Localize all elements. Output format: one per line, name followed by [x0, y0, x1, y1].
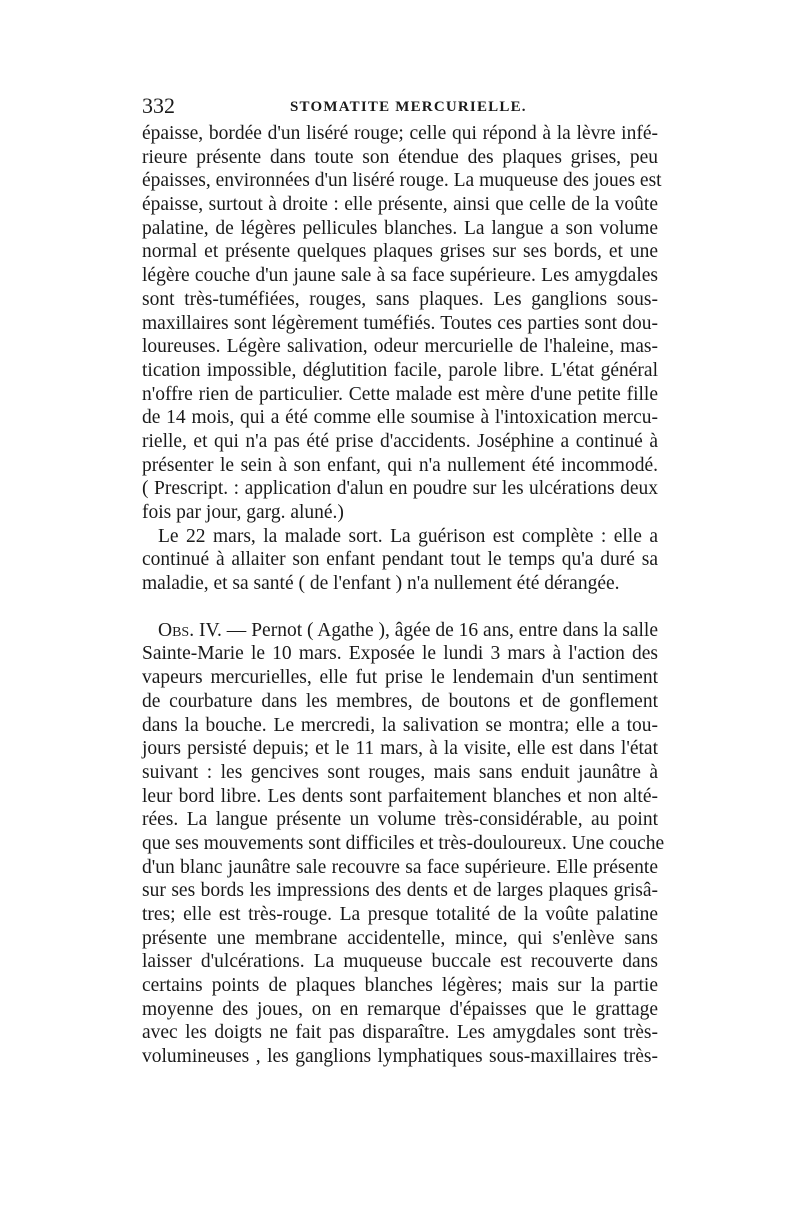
text-line: continué à allaiter son enfant pendant tout le temps qu'a duré sa — [142, 549, 658, 571]
text-line: maxillaires sont légèrement tuméfiés. Toutes ces parties sont dou- — [142, 312, 658, 334]
text-line: Sainte-Marie le 10 mars. Exposée le lundi 3 mars à l'action des — [142, 643, 658, 665]
text-line: rielle, et qui n'a pas été prise d'accidents. Joséphine a continué à — [142, 430, 658, 452]
text-line: épaisse, bordée d'un liséré rouge; celle qui répond à la lèvre infé- — [142, 123, 658, 144]
text-line: normal et présente quelques plaques grises sur ses bords, et une — [142, 241, 658, 263]
text-line: rieure présente dans toute son étendue des plaques grises, peu — [142, 146, 658, 168]
text-line: tication impossible, déglutition facile, parole libre. L'état général — [142, 359, 658, 381]
text-line: légère couche d'un jaune sale à sa face supérieure. Les amygdales — [142, 265, 658, 287]
text-line: rées. La langue présente un volume très-considérable, au point — [142, 809, 658, 831]
page-number: 332 — [142, 93, 175, 118]
text-line: épaisse, surtout à droite : elle présente, ainsi que celle de la voûte — [142, 194, 658, 216]
text-line: palatine, de légères pellicules blanches. La langue a son volume — [142, 217, 658, 239]
book-page — [142, 92, 665, 1069]
text-line: jours persisté depuis; et le 11 mars, à la visite, elle est dans l'état — [142, 738, 658, 760]
observation-label: Obs. IV. — [158, 619, 222, 641]
text-line: d'un blanc jaunâtre sale recouvre sa face supérieure. Elle présente — [142, 856, 658, 878]
text-line: moyenne des joues, on en remarque d'épaisses que le grattage — [142, 998, 658, 1020]
text-line: loureuses. Légère salivation, odeur mercurielle de l'haleine, mas- — [142, 336, 658, 358]
text-line: Le 22 mars, la malade sort. La guérison est complète : elle a — [158, 525, 658, 547]
text-line: n'offre rien de particulier. Cette malade est mère d'une petite fille — [142, 383, 658, 405]
text-line: tres; elle est très-rouge. La presque totalité de la voûte palatine — [142, 904, 658, 925]
text-line: de 14 mois, qui a été comme elle soumise à l'intoxication mercu- — [142, 407, 658, 429]
page-header — [142, 92, 658, 122]
text-line: ( Prescript. : application d'alun en poudre sur les ulcérations deux — [142, 478, 658, 500]
paragraph-spacer — [142, 596, 658, 619]
text-line: que ses mouvements sont difficiles et très-douloureux. Une couche — [142, 832, 665, 854]
observation-first-line-text: — Pernot ( Agathe ), âgée de 16 ans, entre dans la salle — [221, 619, 658, 641]
text-line: fois par jour, garg. aluné.) — [142, 502, 344, 523]
text-line: présente une membrane accidentelle, mince, qui s'enlève sans — [142, 927, 658, 949]
text-line: épaisses, environnées d'un liséré rouge. La muqueuse des joues est — [142, 170, 662, 192]
text-line: sur ses bords les impressions des dents et de larges plaques grisâ- — [142, 880, 658, 902]
text-line: de courbature dans les membres, de boutons et de gonflement — [142, 690, 658, 712]
text-line: leur bord libre. Les dents sont parfaitement blanches et non alté- — [142, 785, 658, 807]
text-line: sont très-tuméfiées, rouges, sans plaques. Les ganglions sous- — [142, 288, 658, 310]
observation-first-line — [142, 619, 658, 643]
text-line: volumineuses , les ganglions lymphatiques sous-maxillaires très- — [142, 1046, 658, 1068]
paragraph-observation-4 — [142, 619, 665, 1069]
text-line: certains points de plaques blanches légères; mais sur la partie — [142, 975, 658, 997]
text-line: dans la bouche. Le mercredi, la salivation se montra; elle a tou- — [142, 714, 658, 736]
text-line: maladie, et sa santé ( de l'enfant ) n'a nullement été dérangée. — [142, 573, 620, 595]
paragraph-discharge — [142, 525, 658, 596]
paragraph-case-continuation — [142, 122, 662, 525]
text-line: laisser d'ulcérations. La muqueuse buccale est recouverte dans — [142, 951, 658, 973]
text-line: vapeurs mercurielles, elle fut prise le lendemain d'un sentiment — [142, 667, 658, 689]
text-line: avec les doigts ne fait pas disparaître. Les amygdales sont très- — [142, 1022, 658, 1044]
running-title: STOMATITE MERCURIELLE. — [290, 99, 527, 115]
text-line: suivant : les gencives sont rouges, mais sans enduit jaunâtre à — [142, 761, 658, 783]
text-line: présenter le sein à son enfant, qui n'a nullement été incommodé. — [142, 454, 658, 476]
